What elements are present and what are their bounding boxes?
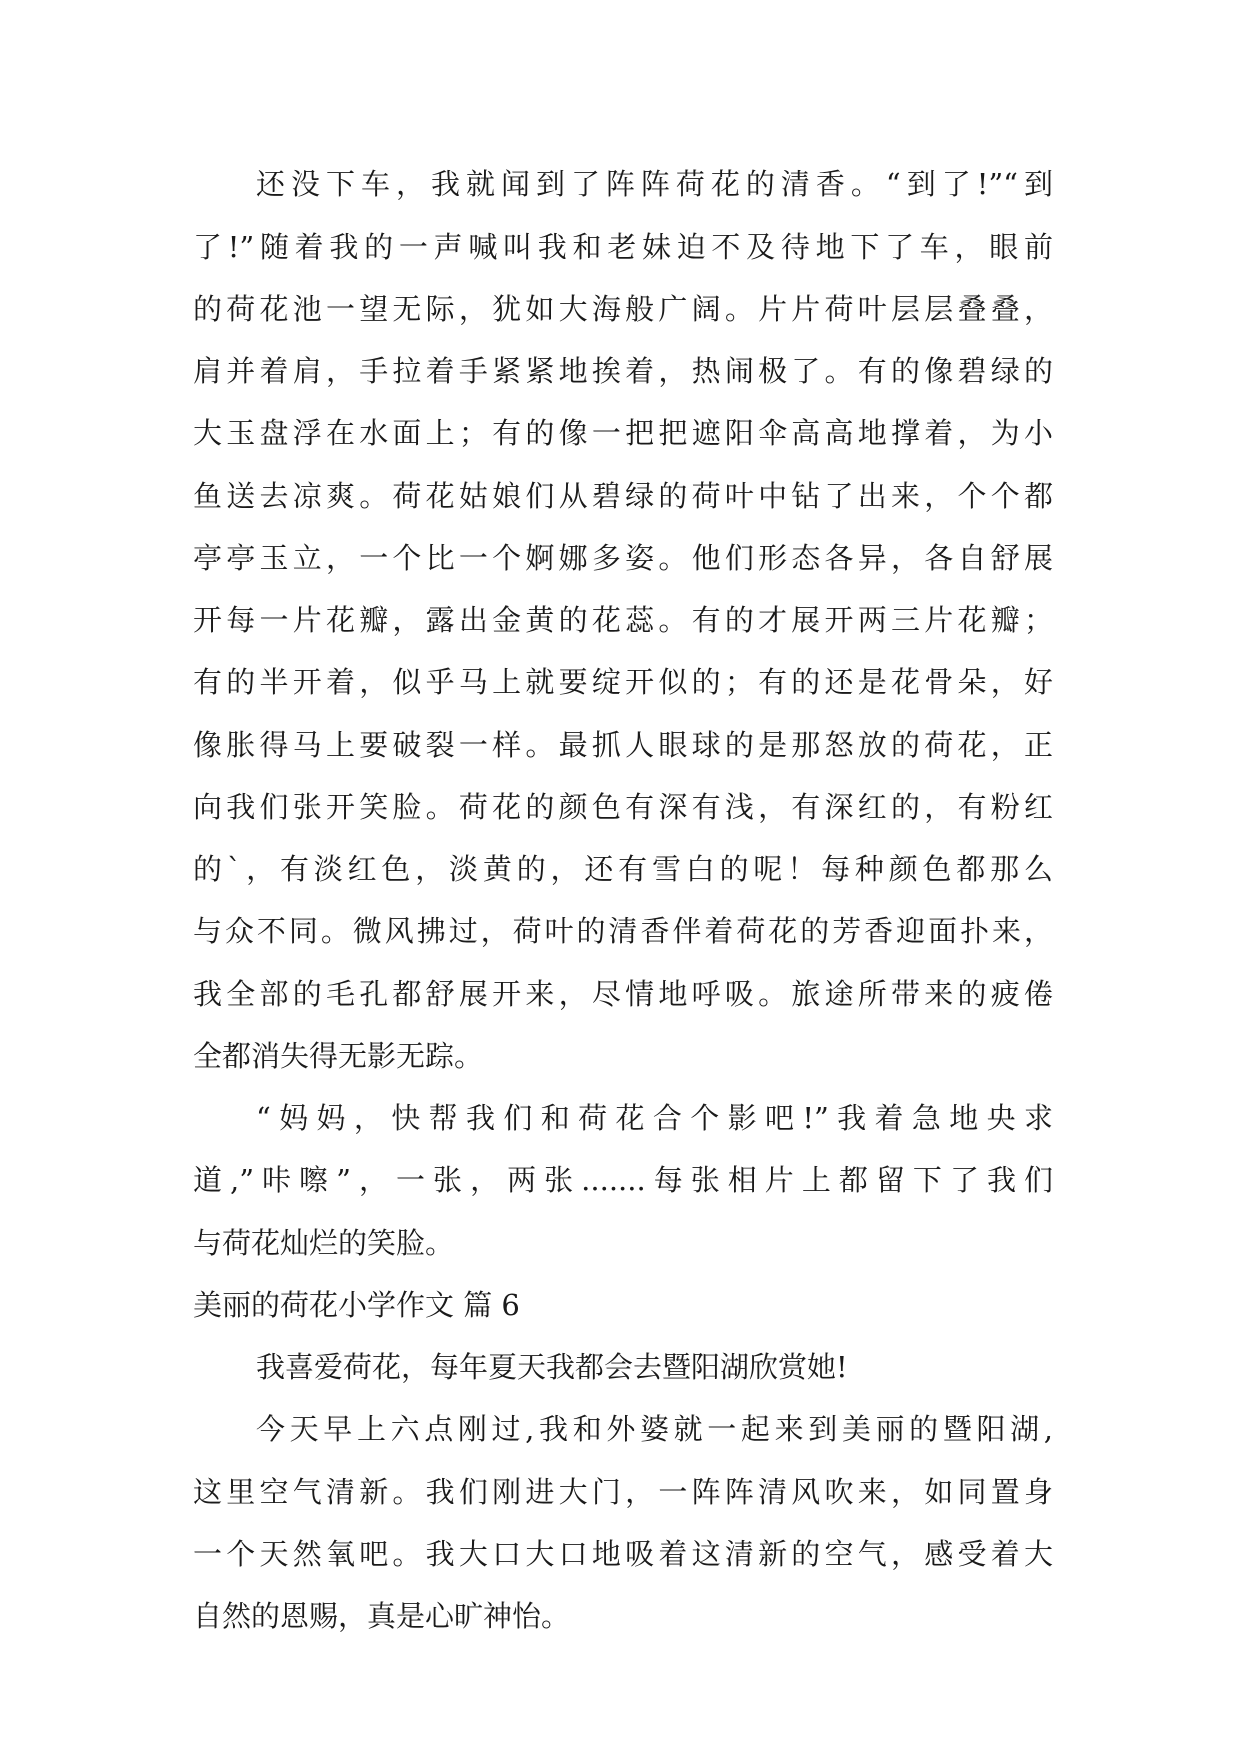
section-heading: 美丽的荷花小学作文 篇 6 bbox=[193, 1288, 520, 1322]
paragraph-1-line-6: 鱼送去凉爽。荷花姑娘们从碧绿的荷叶中钻了出来，个个都 bbox=[193, 479, 1053, 513]
paragraph-1-line-12: 的`，有淡红色，淡黄的，还有雪白的呢！每种颜色都那么 bbox=[193, 852, 1053, 886]
paragraph-4-line-1: 今天早上六点刚过,我和外婆就一起来到美丽的暨阳湖, bbox=[256, 1412, 1053, 1446]
paragraph-4-line-3: 一个天然氧吧。我大口大口地吸着这清新的空气，感受着大 bbox=[193, 1537, 1053, 1571]
paragraph-2-line-3: 与荷花灿烂的笑脸。 bbox=[193, 1226, 455, 1260]
paragraph-1-line-13: 与众不同。微风拂过，荷叶的清香伴着荷花的芳香迎面扑来， bbox=[193, 914, 1053, 948]
paragraph-1-line-7: 亭亭玉立，一个比一个婀娜多姿。他们形态各异，各自舒展 bbox=[193, 541, 1053, 575]
paragraph-4-line-4: 自然的恩赐，真是心旷神怡。 bbox=[193, 1599, 571, 1633]
paragraph-1-line-15: 全都消失得无影无踪。 bbox=[193, 1039, 484, 1073]
paragraph-1-line-1: 还没下车，我就闻到了阵阵荷花的清香。“到了!”“到 bbox=[256, 167, 1053, 201]
paragraph-1-line-14: 我全部的毛孔都舒展开来，尽情地呼吸。旅途所带来的疲倦 bbox=[193, 977, 1053, 1011]
paragraph-1-line-3: 的荷花池一望无际，犹如大海般广阔。片片荷叶层层叠叠， bbox=[193, 292, 1053, 326]
paragraph-1-line-5: 大玉盘浮在水面上；有的像一把把遮阳伞高高地撑着，为小 bbox=[193, 416, 1053, 450]
paragraph-2-line-2: 道,”咔嚓”，一张，两张.......每张相片上都留下了我们 bbox=[193, 1163, 1053, 1197]
paragraph-1-line-11: 向我们张开笑脸。荷花的颜色有深有浅，有深红的，有粉红 bbox=[193, 790, 1053, 824]
paragraph-1-line-2: 了!”随着我的一声喊叫我和老妹迫不及待地下了车，眼前 bbox=[193, 230, 1053, 264]
paragraph-1-line-9: 有的半开着，似乎马上就要绽开似的；有的还是花骨朵，好 bbox=[193, 665, 1053, 699]
paragraph-1-line-8: 开每一片花瓣，露出金黄的花蕊。有的才展开两三片花瓣； bbox=[193, 603, 1053, 637]
paragraph-3-line-1: 我喜爱荷花，每年夏天我都会去暨阳湖欣赏她! bbox=[256, 1350, 848, 1384]
paragraph-1-line-4: 肩并着肩，手拉着手紧紧地挨着，热闹极了。有的像碧绿的 bbox=[193, 354, 1053, 388]
paragraph-4-line-2: 这里空气清新。我们刚进大门，一阵阵清风吹来，如同置身 bbox=[193, 1475, 1053, 1509]
paragraph-1-line-10: 像胀得马上要破裂一样。最抓人眼球的是那怒放的荷花，正 bbox=[193, 728, 1053, 762]
paragraph-2-line-1: “妈妈，快帮我们和荷花合个影吧!”我着急地央求 bbox=[256, 1101, 1053, 1135]
